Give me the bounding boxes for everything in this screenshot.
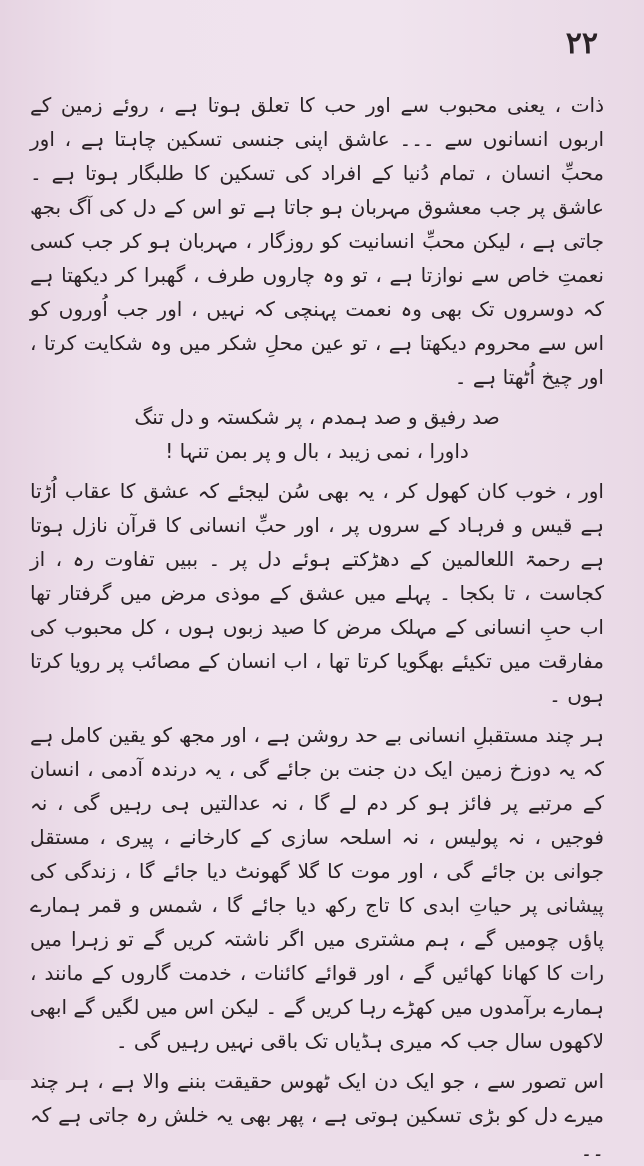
- paragraph: ذات ، یعنی محبوب سے اور حب کا تعلق ہوتا ہے ، روئے زمین کے اربوں انسانوں سے ۔۔۔ عاشق اپنی جنسی تسکین چاہتا ہے ، اور محبِّ انسان ، تمام دُنیا کے افراد کی تسکین کا طلبگار ہوتا ہے ۔ عاشق پر جب معشوق مہربان ہو جاتا ہے تو اس کے دل کی آگ بجھ جاتی ہے ، لیکن محبِّ انسانیت کو روزگار ، مہربان ہو کر جب کسی نعمتِ خاص سے نوازتا ہے ، تو وہ چاروں طرف ، گھبرا کر دیکھتا ہے کہ دوسروں تک بھی وہ نعمت پہنچی کہ نہیں ، اور جب اُوروں کو اس سے محروم دیکھتا ہے ، تو عین محلِ شکر میں وہ شکایت کرتا ، اور چیخ اُٹھتا ہے ۔: [30, 93, 604, 389]
- page-number: ۲۲: [565, 26, 598, 61]
- paragraph: اس تصور سے ، جو ایک دن ایک ٹھوس حقیقت بننے والا ہے ، ہر چند میرے دل کو بڑی تسکین ہوتی ہے ، پھر بھی یہ خلش رہ جاتی ہے کہ ۔۔: [30, 1069, 604, 1161]
- verse-line: صد رفیق و صد ہمدم ، پر شکستہ و دل تنگ: [134, 405, 500, 429]
- paragraph: ہر چند مستقبلِ انسانی بے حد روشن ہے ، اور مجھ کو یقین کامل ہے کہ یہ دوزخ زمین ایک دن جنت بن جائے گی ، یہ درندہ آدمی ، انسان کے مرتبے پر فائز ہو کر دم لے گا ، نہ عدالتیں ہی رہیں گی ، نہ فوجیں ، نہ پولیس ، نہ اسلحہ سازی کے کارخانے ، پیری ، مستقل جوانی بن جائے گی ، اور موت کا گلا گھونٹ دیا جائے گا ، زندگی کی پیشانی پر حیاتِ ابدی کا تاج رکھ دیا جائے گا ، شمس و قمر ہمارے پاؤں چومیں گے ، ہم مشتری میں اگر ناشتہ کریں گے تو زہرا میں رات کا کھانا کھائیں گے ، اور قوائے کائنات ، خدمت گاروں کے مانند ، ہمارے برآمدوں میں کھڑے رہا کریں گے ۔ لیکن اس میں لگیں گے ابھی لاکھوں سال جب کہ میری ہڈیاں تک باقی نہیں رہیں گی ۔: [30, 723, 604, 1053]
- verse-line: داورا ، نمی زیبد ، بال و پر بمن تنہا !: [165, 439, 469, 463]
- page-body: [30, 88, 604, 1166]
- paragraph: اور ، خوب کان کھول کر ، یہ بھی سُن لیجئے کہ عشق کا عقاب اُڑتا ہے قیس و فرہاد کے سروں پر ، اور حبِّ انسانی کا قرآن نازل ہوتا ہے رحمۃ اللعالمین کے دھڑکتے ہوئے دل پر ۔ ببیں تفاوت رہ ، از کجاست ، تا بکجا ۔ پہلے میں عشق کے موذی مرض میں گرفتار تھا اب حبِ انسانی کے مہلک مرض کا صید زبوں ہوں ، کل محبوب کی مفارقت میں تکیئے بھگویا کرتا تھا ، اب انسان کے مصائب پر رویا کرتا ہوں ۔: [30, 479, 604, 707]
